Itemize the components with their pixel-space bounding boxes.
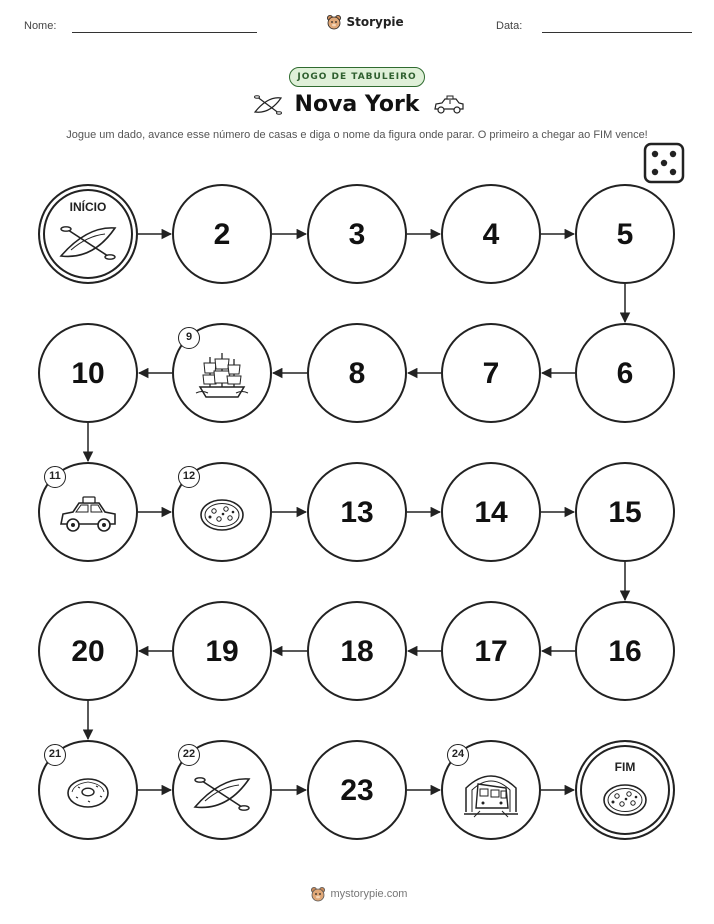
board-space-24 (441, 740, 541, 840)
space-number: 14 (474, 496, 508, 529)
space-number: 15 (608, 496, 642, 529)
board-space-9 (172, 323, 272, 423)
board-space-14 (441, 462, 541, 562)
space-number: 20 (71, 635, 105, 668)
board-space-21 (38, 740, 138, 840)
space-number: 19 (205, 635, 239, 668)
space-number-badge: 11 (44, 466, 66, 488)
board-space-3 (307, 184, 407, 284)
space-number: 5 (616, 218, 634, 251)
kayak-icon (174, 742, 270, 838)
board-space-8 (307, 323, 407, 423)
space-number: 7 (482, 357, 500, 390)
space-number: 10 (71, 357, 105, 390)
space-number-badge: 9 (178, 327, 200, 349)
subway-train-icon (443, 742, 539, 838)
board-space-22 (172, 740, 272, 840)
board-space-5 (575, 184, 675, 284)
space-number: 17 (474, 635, 508, 668)
board-space-10 (38, 323, 138, 423)
brand-name: Storypie (346, 14, 404, 29)
board-space-17 (441, 601, 541, 701)
finish-label: FIM (614, 760, 636, 774)
space-number: 13 (340, 496, 374, 529)
board-space-15 (575, 462, 675, 562)
space-number: 23 (340, 774, 374, 807)
game-type-badge: JOGO DE TABULEIRO (289, 67, 425, 87)
finish-space (575, 740, 675, 840)
pizza-icon (174, 464, 270, 560)
instructions: Jogue um dado, avance esse número de casas e diga o nome da figura onde parar. O primeiro a chegar ao FIM vence! (66, 129, 648, 141)
ship-icon (174, 325, 270, 421)
space-number: 2 (213, 218, 231, 251)
pizza-icon (577, 782, 673, 818)
board-space-18 (307, 601, 407, 701)
board-space-2 (172, 184, 272, 284)
space-number-badge: 22 (178, 744, 200, 766)
board-space-6 (575, 323, 675, 423)
space-number: 18 (340, 635, 374, 668)
board-space-12 (172, 462, 272, 562)
bear-icon (310, 886, 326, 902)
space-number: 6 (616, 357, 634, 390)
footer (310, 885, 407, 903)
board-space-11 (38, 462, 138, 562)
start-label: INÍCIO (69, 200, 107, 214)
space-number: 3 (348, 218, 366, 251)
board-space-19 (172, 601, 272, 701)
board-space-23 (307, 740, 407, 840)
space-number-badge: 12 (178, 466, 200, 488)
board-space-7 (441, 323, 541, 423)
page-title: Nova York (294, 92, 420, 117)
kayak-icon (40, 220, 136, 264)
space-number-badge: 21 (44, 744, 66, 766)
name-label: Nome: (24, 20, 57, 32)
board-space-4 (441, 184, 541, 284)
board-space-13 (307, 462, 407, 562)
space-number-badge: 24 (447, 744, 469, 766)
taxi-icon (40, 464, 136, 560)
space-number: 8 (348, 357, 366, 390)
start-space (38, 184, 138, 284)
space-number: 4 (482, 218, 500, 251)
space-number: 16 (608, 635, 642, 668)
footer-url[interactable]: mystorypie.com (330, 887, 408, 900)
board-space-16 (575, 601, 675, 701)
board-space-20 (38, 601, 138, 701)
date-label: Data: (496, 20, 523, 32)
donut-icon (40, 742, 136, 838)
